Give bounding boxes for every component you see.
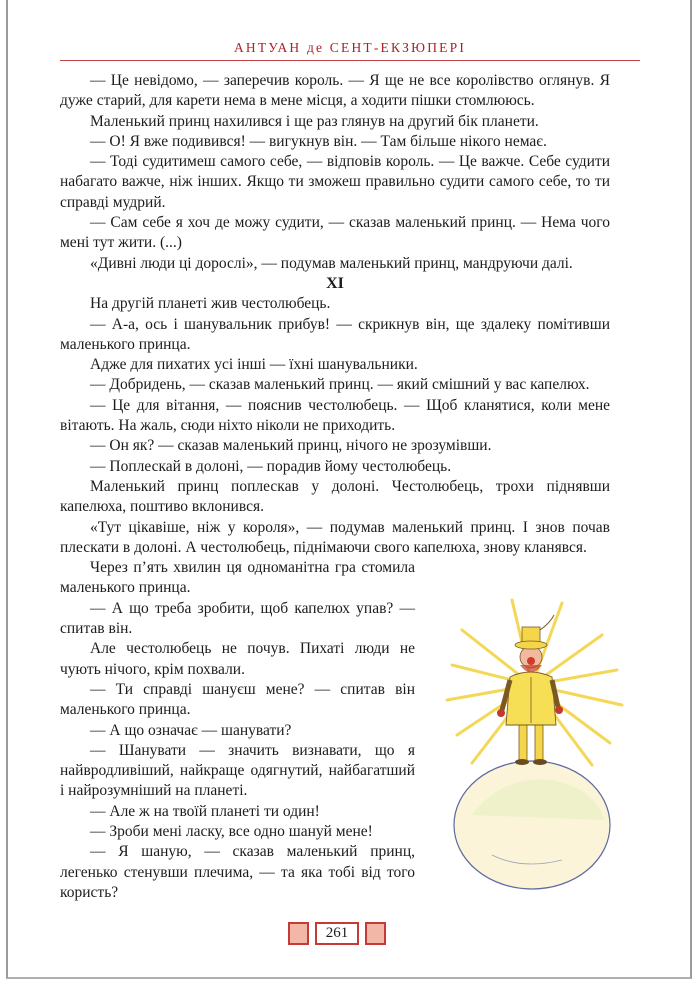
paragraph: — А що означає — шанувати? (90, 721, 292, 739)
page-footer (288, 920, 386, 948)
paragraph: — Сам себе я хоч де можу судити, — сказав маленький принц. — Нема чого мені тут жити. (...) (60, 214, 610, 252)
footer-decor-right (365, 922, 386, 945)
paragraph: — А-а, ось і шанувальник прибув! — скрикнув він, ще здалеку помітивши маленького принца. (60, 315, 610, 353)
running-header: АНТУАН де СЕНТ-ЕКЗЮПЕРІ (233, 40, 467, 55)
paragraph: — Це невідомо, — заперечив король. — Я ще не все королівство оглянув. Я дуже старий, для карети нема в мене місця, а ходити пішки стомлююсь. (60, 72, 610, 110)
paragraph: — Он як? — сказав маленький принц, нічого не зрозумівши. (90, 437, 492, 455)
page-number: 261 (315, 922, 359, 945)
paragraph: «Тут цікавіше, ніж у короля», — подумав маленький принц. І знов почав плескати в долоні. А честолюбець, піднімаючи свого капелюха, знову кланявся. (60, 518, 610, 556)
conceited-man-illustration (432, 585, 637, 895)
paragraph: — Добридень, — сказав маленький принц. — який смішний у вас капелюх. (90, 376, 590, 394)
paragraph: Маленький принц нахилився і ще раз глянув на другий бік планети. (90, 112, 539, 130)
paragraph: — Зроби мені ласку, все одно шануй мене! (90, 822, 373, 840)
footer-decor-left (288, 922, 309, 945)
paragraph: Але честолюбець не почув. Пихаті люди не чують нічого, крім похвали. (60, 640, 415, 678)
paragraph: — Шанувати — значить визнавати, що я найвродливіший, найкраще одягнутий, найбагатший і найрозумніший на планеті. (60, 741, 415, 800)
paragraph: — А що треба зробити, щоб капелюх упав? — спитав він. (60, 599, 415, 638)
paragraph: — Ти справді шануєш мене? — спитав він маленького принца. (60, 680, 415, 719)
paragraph: — О! Я вже подивився! — вигукнув він. — Там більше нікого немає. (90, 132, 547, 150)
paragraph: Адже для пихатих усі інші — їхні шанувальники. (90, 356, 418, 374)
conceited-man (497, 615, 563, 765)
paragraph: «Дивні люди ці дорослі», — подумав маленький принц, мандруючи далі. (90, 254, 573, 272)
paragraph: На другій планеті жив честолюбець. (90, 295, 331, 313)
paragraph: — Тоді судитимеш самого себе, — відповів король. — Це важче. Себе судити набагато важче, ніж інших. Якщо ти зможеш правильно судити самого себе, то ти справді мудрий. (60, 153, 610, 211)
chapter-heading: XI (326, 274, 344, 292)
paragraph: — Але ж на твоїй планеті ти один! (90, 802, 320, 820)
header-rule (60, 60, 640, 61)
paragraph: Маленький принц поплескав у долоні. Честолюбець, трохи піднявши капелюха, поштиво вклонився. (60, 477, 610, 516)
paragraph: Через п’ять хвилин ця одноманітна гра стомила маленького принца. (60, 559, 415, 597)
paragraph: — Це для вітання, — пояснив честолюбець. — Щоб кланятися, коли мене вітають. На жаль, сюди ніхто ніколи не приходить. (60, 396, 610, 435)
paragraph: — Я шаную, — сказав маленький принц, легенько стенувши плечима, — та яка тобі від того користь? (60, 843, 415, 901)
wrapped-text-block (60, 558, 415, 903)
paragraph: — Поплескай в долоні, — порадив йому честолюбець. (90, 457, 452, 475)
